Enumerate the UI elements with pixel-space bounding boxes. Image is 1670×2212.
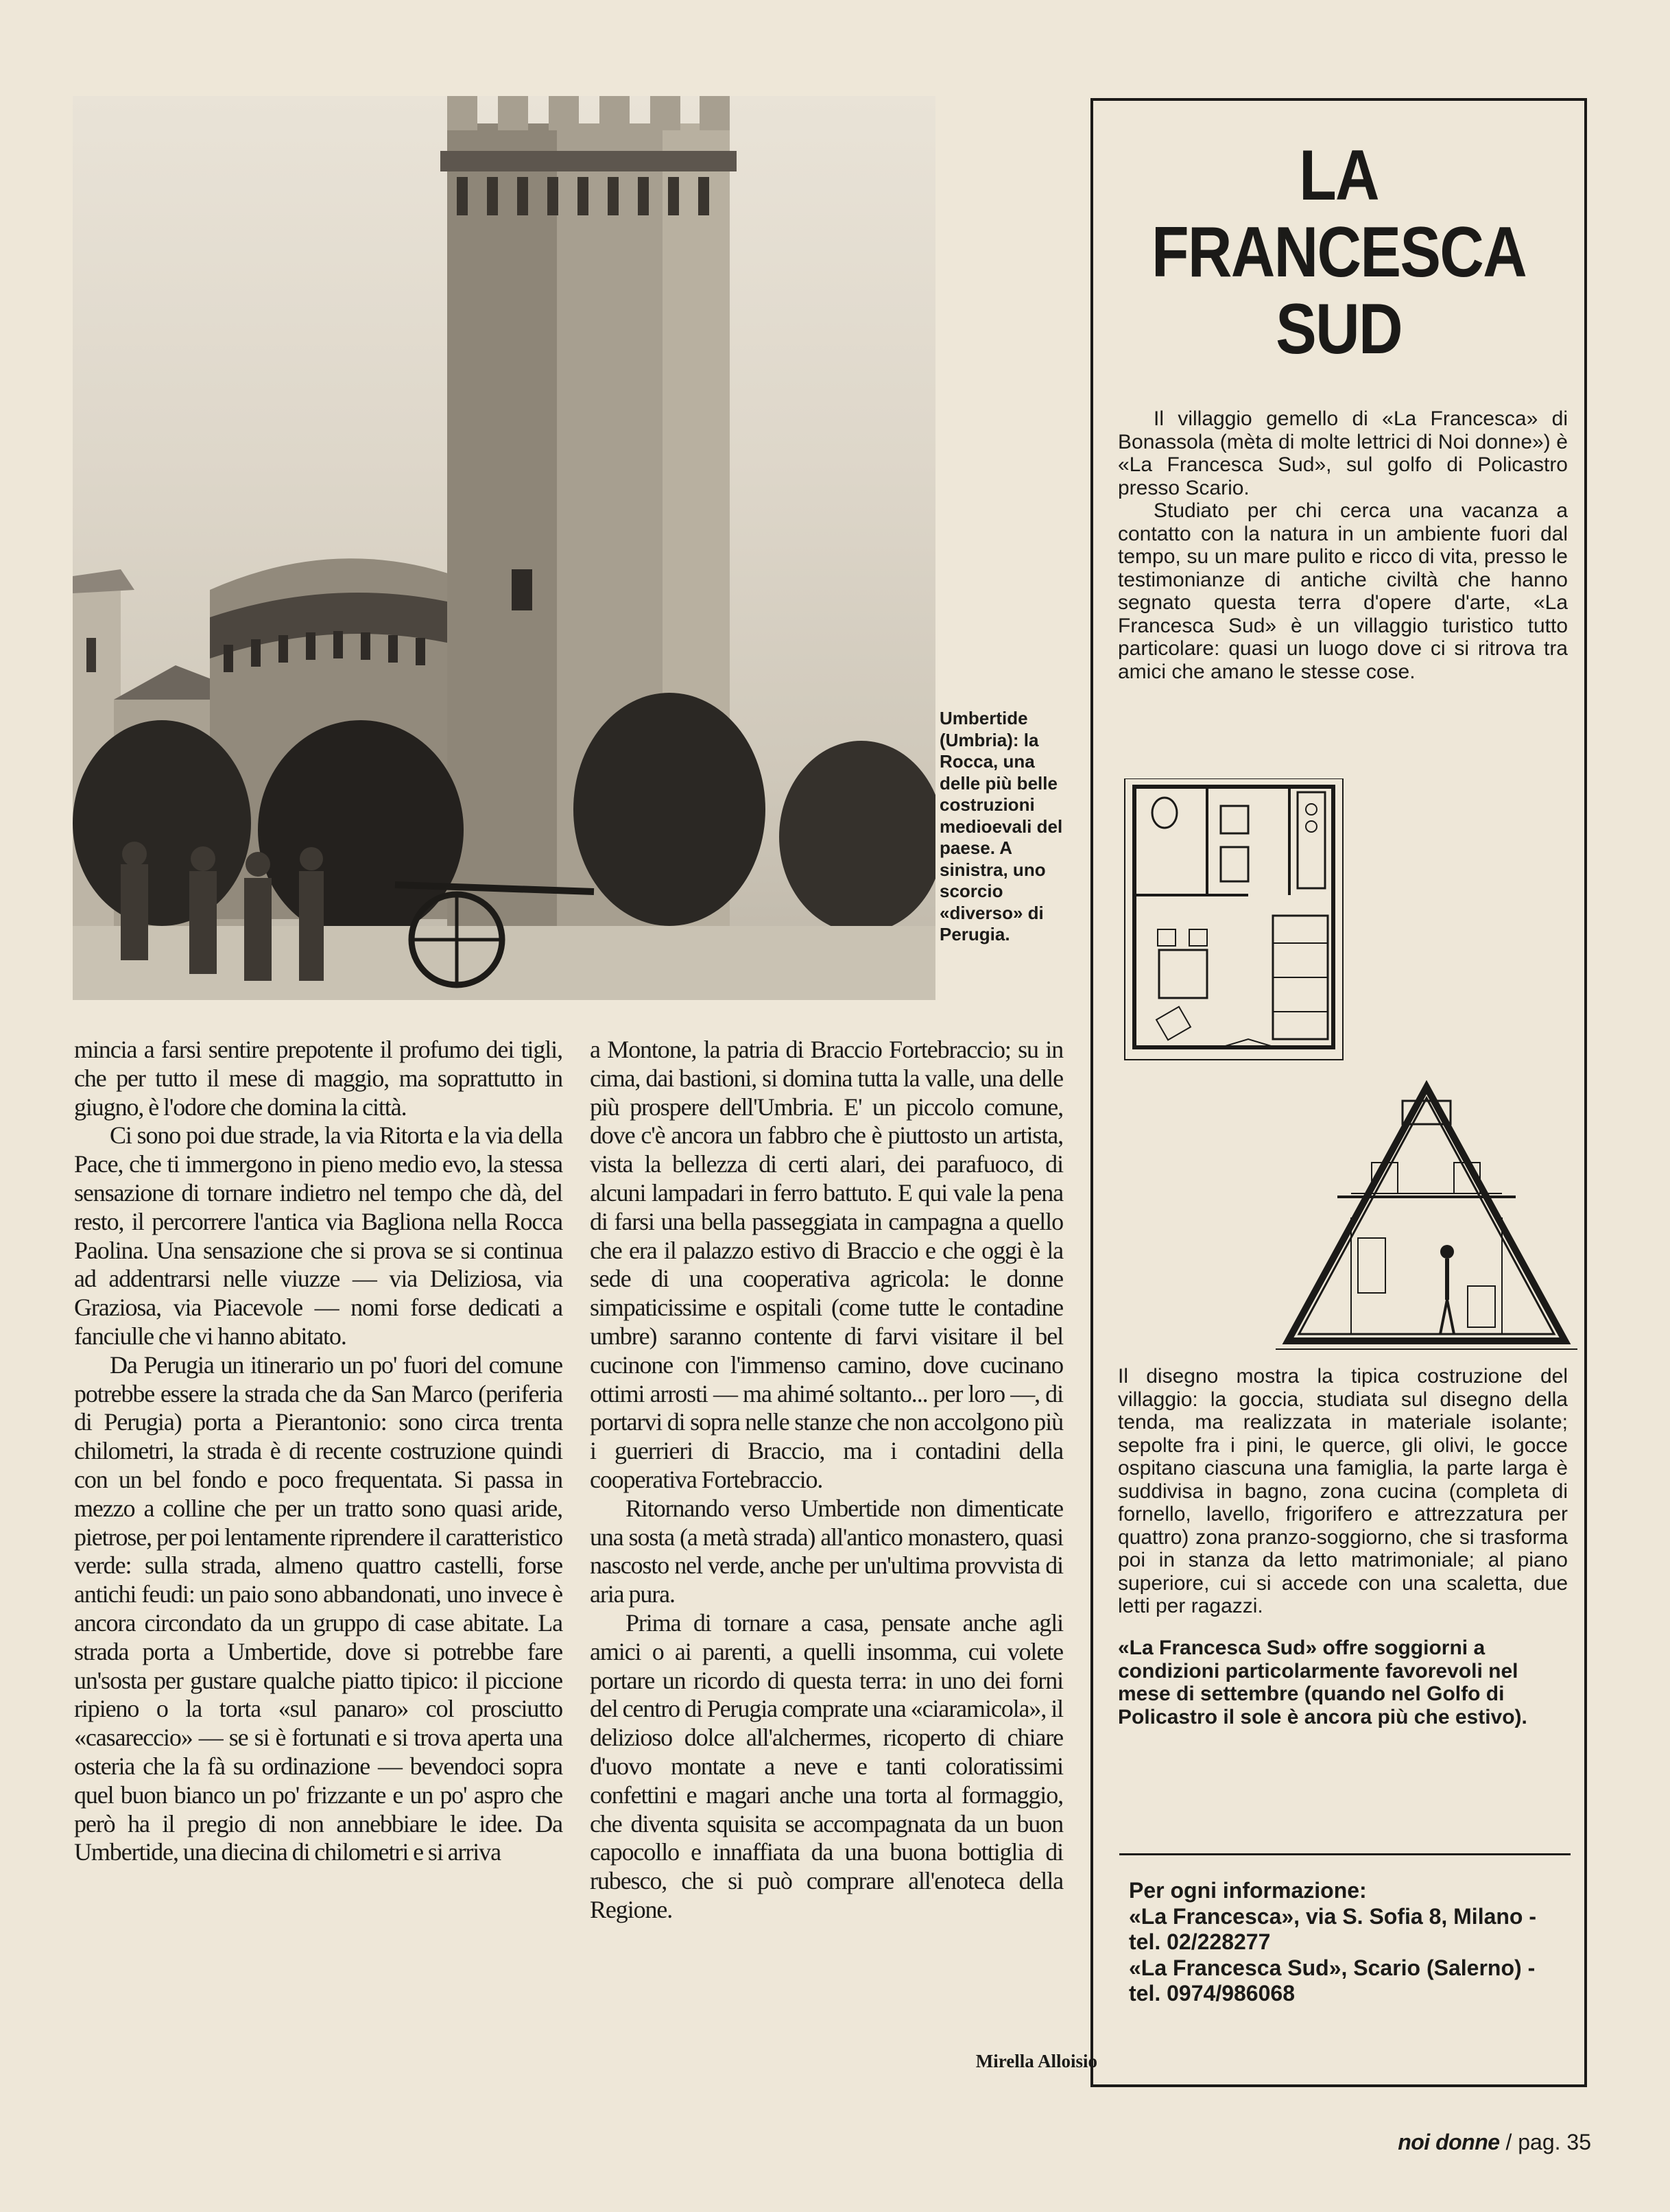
title-line: SUD: [1276, 289, 1402, 369]
article-paragraph: Ritornando verso Umbertide non dimenticate una sosta (a metà strada) all'antico monastero, quasi nascosto nel verde, anche per un'ultima provvista di aria pura.: [590, 1494, 1063, 1608]
title-line: FRANCESCA: [1151, 213, 1527, 292]
article-column-2: [590, 1036, 1063, 1925]
magazine-name: noi donne: [1398, 2130, 1500, 2154]
section-drawing: [1276, 1080, 1577, 1358]
article-paragraph: a Montone, la patria di Braccio Fortebraccio; su in cima, dai bastioni, si domina tutta la valle, una delle più prospere dell'Umbria. E' un piccolo comune, dove c'è ancora un fabbro che è piuttosto un artista, vista la bellezza di certi alari, dei parafuoco, di alcuni lampadari in ferro battuto. E qui vale la pena di farsi una bella passeggiata in campagna a quello che era il palazzo estivo di Braccio e che oggi è la sede di una cooperativa agricola: le donne simpaticissime e ospitali (come tutte le contadine umbre) saranno contente di farvi visitare il bel cucinone con l'immenso camino, dove cucinano ottimi arrosti — ma ahimé soltanto... per loro —, di portarvi di sopra nelle stanze che non accolgono più i guerrieri di Braccio, ma i contadini della cooperativa Fortebraccio.: [590, 1036, 1063, 1493]
article-paragraph: Ci sono poi due strade, la via Ritorta e la via della Pace, che ti immergono in pieno medio evo, la stessa sensazione di tornare indietro nel tempo che dà, del resto, il percorrere l'antica via Bagliona nella Rocca Paolina. Una sensazione che si prova se si continua ad addentrarsi nelle viuzze — via Deliziosa, via Graziosa, via Piacevole — nomi forse dedicati a fanciulle che vi hanno abitato.: [74, 1121, 562, 1350]
floor-plan-drawing: [1118, 778, 1344, 1067]
rocca-photo: [73, 96, 935, 1000]
contact-line: «La Francesca», via S. Sofia 8, Milano - tel. 02/228277: [1129, 1903, 1537, 1954]
page-number: pag. 35: [1518, 2130, 1591, 2154]
page-footer: [1365, 2130, 1591, 2155]
article-paragraph: Da Perugia un itinerario un po' fuori del comune potrebbe essere la strada che da San Marco (periferia di Perugia) porta a Pierantonio: sono circa trenta chilometri, la strada è di recente costruzione quindi con un bel fondo e poco frequentata. Si passa in mezzo a colline che per un tratto sono quasi aride, pietrose, per poi lentamente riprendere il caratteristico verde: sulla strada, almeno quattro castelli, forse antichi feudi: un paio sono abbandonati, uno invece è ancora circondato da un gruppo di case abitate. La strada porta a Umbertide, dove si potrebbe fare un'sosta per gustare qualche piatto tipico: il piccione ripieno o la torta «sul panaro» col prosciutto «casareccio» — se si è fortunati e si trova aperta una osteria che la fà su ordinazione — bevendoci sopra quel buon bianco un po' frizzante e un po' aspro che però ha il pregio di non annebbiare le idee. Da Umbertide, una diecina di chilometri e si arriva: [74, 1351, 562, 1866]
sidebar-description: Il disegno mostra la tipica costruzione del villaggio: la goccia, studiata sul disegno della tenda, ma realizzata in materiale isolante; sepolte fra i pini, le querce, gli olivi, le gocce ospitano ciascuna una famiglia, la parte larga è suddivisa in bagno, zona cucina (completa di fornello, lavello, frigorifero e attrezzatura per quattro) zona pranzo-soggiorno, che si trasforma poi in stanza da letto matrimoniale; al piano superiore, cui si accede con una scaletta, due letti per ragazzi.: [1118, 1365, 1568, 1617]
article-paragraph: Prima di tornare a casa, pensate anche agli amici o ai parenti, a quelli insomma, cui volete portare un ricordo di questa terra: in uno dei forni del centro di Perugia comprate una «ciaramicola», il delizioso dolce all'alchermes, ricoperto di chiare d'uovo montate a neve e tanti coloratissimi confettini e magari anche una torta al formaggio, che diventa squisita se accompagnata da un buon capocollo e innaffiata da una buona bottiglia di rubesco, che si può comprare all'enoteca della Regione.: [590, 1608, 1063, 1923]
sidebar-paragraph: Il villaggio gemello di «La Francesca» di Bonassola (mèta di molte lettrici di Noi donne») è «La Francesca Sud», sul golfo di Policastro presso Scario.: [1118, 407, 1568, 499]
photo-caption: Umbertide (Umbria): la Rocca, una delle più belle costruzioni medioevali del paese. A sinistra, uno scorcio «diverso» di Perugia.: [940, 708, 1063, 944]
article-paragraph: mincia a farsi sentire prepotente il profumo dei tigli, che per tutto il mese di maggio, ma soprattutto in giugno, è l'odore che domina la città.: [74, 1036, 562, 1121]
contact-line: «La Francesca Sud», Scario (Salerno) - tel. 0974/986068: [1129, 1955, 1536, 2006]
footer-separator: /: [1505, 2130, 1512, 2154]
sidebar-paragraph: Studiato per chi cerca una vacanza a contatto con la natura in un ambiente fuori dal tempo, su un mare pulito e ricco di vita, presso le testimonianze di antiche civiltà che hanno segnato questa terra d'opere d'arte, «La Francesca Sud» è un villaggio turistico tutto particolare: quasi un luogo dove ci si ritrova tra amici che amano le stesse cose.: [1118, 499, 1568, 683]
contact-info: [1129, 1878, 1568, 2007]
sidebar-offer: «La Francesca Sud» offre soggiorni a condizioni particolarmente favorevoli nel mese di settembre (quando nel Golfo di Policastro il sole è ancora più che estivo).: [1118, 1637, 1527, 1728]
sidebar-intro: [1118, 407, 1568, 683]
article-column-1: [74, 1036, 562, 1867]
title-line: LA: [1299, 136, 1379, 215]
contact-heading: Per ogni informazione:: [1129, 1878, 1367, 1903]
author-signature: Mirella Alloisio: [975, 2051, 1097, 2071]
sidebar-title: [1125, 137, 1553, 368]
sidebar-divider: [1119, 1853, 1571, 1855]
